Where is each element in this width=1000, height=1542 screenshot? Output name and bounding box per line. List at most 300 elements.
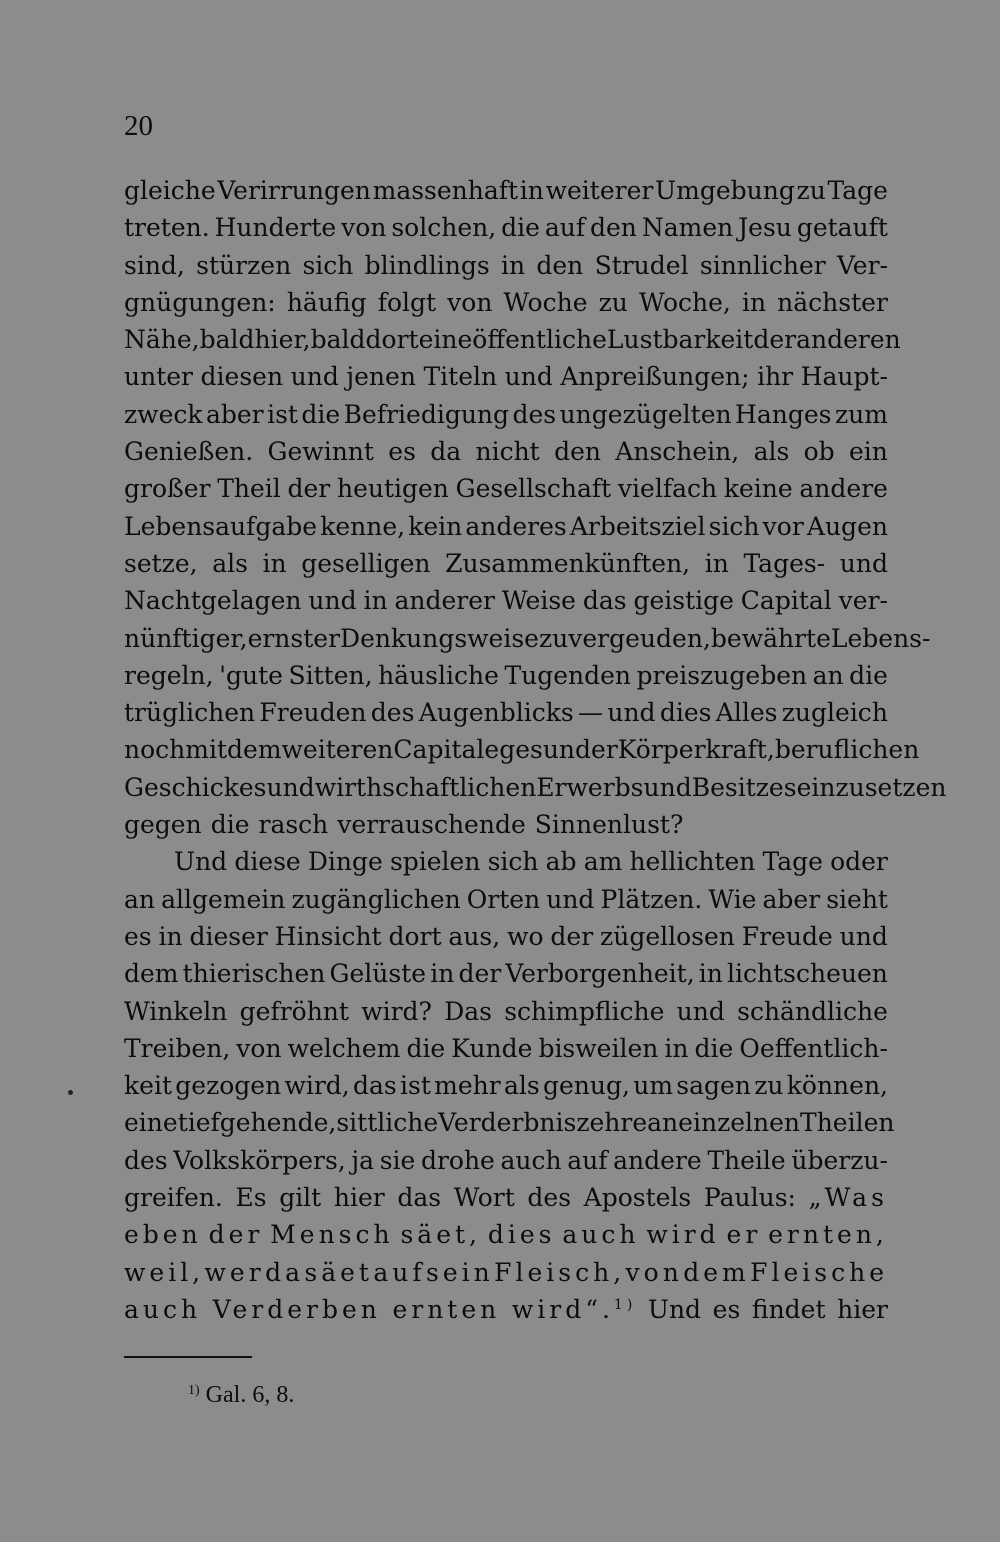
text-line [124, 1216, 888, 1253]
word: Wort [453, 1183, 515, 1213]
word: wird [646, 1220, 720, 1250]
word: auf [544, 213, 586, 243]
word: gesunder [499, 735, 618, 765]
word: „Was [808, 1183, 888, 1213]
text-line [124, 396, 888, 433]
word: 'gute [219, 660, 283, 690]
word: ob [803, 437, 835, 467]
text-line [124, 1067, 888, 1104]
word: bisweilen [538, 1033, 659, 1063]
word: in [363, 586, 388, 616]
word: verrauschende [337, 810, 526, 840]
word: den [536, 250, 584, 280]
word: genug, [543, 1071, 630, 1101]
word: Befriedigung [343, 399, 510, 429]
word: Mensch [270, 1220, 394, 1250]
word: sein [426, 1257, 494, 1287]
word: bald [310, 325, 366, 355]
word: Und [174, 847, 228, 877]
word: weiterer [545, 176, 654, 205]
word: Orten [466, 884, 541, 914]
body-text [124, 172, 947, 1328]
word: nicht [475, 437, 540, 467]
word: treten. [124, 213, 210, 243]
word: zu [796, 176, 826, 205]
word: Verderbnis [438, 1108, 577, 1138]
text-line [124, 470, 888, 507]
word: Tages- [743, 548, 826, 578]
word: gnügungen: [124, 287, 276, 317]
text-line [124, 1254, 888, 1291]
word: mehr [434, 1071, 501, 1101]
word: Strudel [594, 250, 689, 280]
text-line [124, 209, 888, 246]
word: findet [751, 1294, 826, 1324]
word: folgt [377, 287, 437, 317]
text-line [124, 620, 931, 657]
word: Verirrungen [217, 176, 371, 205]
word: in [500, 250, 526, 280]
word: Hunderte [214, 213, 337, 243]
word: ernten, [768, 1220, 888, 1250]
text-line [124, 321, 901, 358]
word: in [262, 548, 287, 578]
footnote-reference: 1) [613, 1296, 637, 1313]
word: Lustbarkeit [606, 325, 754, 355]
word: anderer [394, 586, 495, 616]
word: Tage [762, 847, 823, 877]
word: häusliche [378, 660, 499, 690]
word: wird, [284, 1071, 350, 1101]
word: Hanges [735, 399, 832, 429]
word: nünftiger, [124, 623, 248, 653]
word: Plätzen. [600, 884, 703, 914]
word: hellichten [629, 847, 756, 877]
word: zügellosen [600, 921, 735, 951]
word: kein [408, 511, 463, 541]
word: thierischen [182, 959, 326, 989]
word: Augenblicks [418, 698, 574, 728]
word: geselligen [301, 548, 431, 578]
word: wirthschaftlichen [314, 772, 537, 802]
word: ungezügelten [559, 399, 732, 429]
word: bewährte [710, 623, 831, 653]
word: können, [786, 1071, 888, 1101]
word: bald [199, 325, 255, 355]
word: von [625, 1257, 683, 1287]
word: Lebensaufgabe [124, 511, 318, 541]
word: in [698, 959, 723, 989]
word: und [308, 586, 357, 616]
word: die [301, 399, 341, 429]
word: öffentliche [472, 325, 607, 355]
word: Das [444, 996, 492, 1026]
word: Woche, [638, 287, 731, 317]
word: und [607, 698, 656, 728]
word: Denkungsweise [340, 623, 539, 653]
word: er [726, 1220, 762, 1250]
text-line [124, 955, 888, 992]
word: und [266, 772, 315, 802]
word: ist [400, 1071, 431, 1101]
word: eine [124, 1108, 178, 1138]
word: ihr [757, 362, 794, 392]
word: hier, [254, 325, 311, 355]
word: Nachtgelagen [124, 586, 302, 616]
word: gefröhnt [239, 996, 349, 1026]
word: Oeffentlich- [739, 1033, 888, 1063]
word: dies [659, 698, 712, 728]
word: und [839, 921, 888, 951]
word: trüglichen [124, 698, 256, 728]
word: in [664, 1033, 689, 1063]
word: Wie [708, 884, 757, 914]
word: auch [124, 1294, 202, 1324]
word: eine [418, 325, 473, 355]
word: des [370, 698, 415, 728]
word: Woche [503, 287, 588, 317]
text-line [124, 358, 888, 395]
word: Namen [641, 213, 734, 243]
word: Volkskörpers, [173, 1145, 346, 1175]
word: andere [613, 1145, 702, 1175]
word: hier [837, 1294, 888, 1324]
word: schimpfliche [504, 996, 665, 1026]
word: zu [538, 623, 569, 653]
text-line [124, 993, 888, 1030]
text-line [124, 582, 888, 619]
word: von [341, 213, 387, 243]
word: sinnlicher [699, 250, 826, 280]
word: und [643, 772, 692, 802]
word: Gelüste [329, 959, 427, 989]
word: es [388, 437, 416, 467]
footnote-marker: 1) [188, 1383, 200, 1398]
word: sich [708, 511, 760, 541]
word: der [287, 474, 331, 504]
word: Weise [501, 586, 576, 616]
word: Erwerbs [536, 772, 644, 802]
word: am [583, 847, 623, 877]
word: die [501, 213, 540, 243]
word: in [741, 287, 767, 317]
word: nächster [777, 287, 888, 317]
word: zu [754, 1071, 784, 1101]
word: als [504, 1071, 540, 1101]
word: Tage [827, 176, 888, 205]
word: dem [227, 735, 282, 765]
word: Genießen. [124, 437, 254, 467]
word: aber [205, 399, 264, 429]
word: des [512, 399, 557, 429]
word: Gesellschaft [455, 474, 612, 504]
word: drohe [420, 1145, 495, 1175]
word: zu [598, 287, 628, 317]
word: lichtscheuen [727, 959, 888, 989]
word: Jesu [738, 213, 792, 243]
word: Capitale [393, 735, 500, 765]
word: sich [487, 847, 539, 877]
word: an [812, 660, 844, 690]
word: in [158, 921, 183, 951]
text-line [124, 731, 920, 768]
word: schändliche [737, 996, 888, 1026]
text-line [124, 843, 888, 880]
word: Geschickes [124, 772, 267, 802]
word: zum [834, 399, 888, 429]
word: auch [562, 1220, 640, 1250]
word: keine [723, 474, 793, 504]
word: in [704, 548, 729, 578]
word: Lebens- [830, 623, 931, 653]
text-line [124, 769, 947, 806]
word: als [212, 548, 248, 578]
word: Arbeitsziel [569, 511, 706, 541]
word: Titeln [423, 362, 498, 392]
word: gegen [124, 810, 202, 840]
word: anderen [796, 325, 901, 355]
word: Sitten, [288, 660, 373, 690]
word: säet [304, 1257, 373, 1287]
word: ernster [247, 623, 341, 653]
word: einzusetzen [796, 772, 947, 802]
word: sich [302, 250, 354, 280]
word: dort [365, 325, 419, 355]
word: preiszugeben [636, 660, 808, 690]
word: überzu- [791, 1145, 888, 1175]
word: massenhaft [372, 176, 519, 205]
word: um [633, 1071, 674, 1101]
word: der [753, 325, 797, 355]
word: auf [567, 1145, 608, 1175]
word: Winkeln [124, 996, 228, 1026]
word: der [458, 959, 502, 989]
word: heutigen [336, 474, 449, 504]
word: Anpreißungen; [560, 362, 750, 392]
word: greifen. [124, 1183, 223, 1213]
word: wird“.$^{1)}$ [511, 1294, 637, 1324]
text-line [124, 918, 888, 955]
word: häufig [286, 287, 367, 317]
word: Freude [741, 921, 833, 951]
word: oder [830, 847, 888, 877]
word: ab [545, 847, 577, 877]
word: andere [799, 474, 888, 504]
word: einzelnen [678, 1108, 801, 1138]
word: die [210, 810, 250, 840]
word: diese [234, 847, 301, 877]
word: des [124, 1145, 168, 1175]
word: die [694, 1033, 734, 1063]
word: hier [333, 1183, 385, 1213]
word: kenne, [320, 511, 406, 541]
text-line [124, 657, 888, 694]
text-line [124, 881, 888, 918]
word: Alles [715, 698, 778, 728]
word: und [676, 996, 725, 1026]
word: geistige [633, 586, 734, 616]
text-line [124, 172, 888, 209]
word: Freuden [259, 698, 367, 728]
word: wer [204, 1257, 265, 1287]
word: großer [124, 474, 211, 504]
word: Umgebung [655, 176, 795, 205]
word: der [550, 921, 594, 951]
word: das [353, 1071, 397, 1101]
word: dem [124, 959, 179, 989]
word: dies [487, 1220, 556, 1250]
word: Theile [707, 1145, 786, 1175]
text-line [124, 433, 888, 470]
word: Dinge [307, 847, 383, 877]
word: stürzen [196, 250, 292, 280]
word: sie [379, 1145, 416, 1175]
word: weil, [124, 1257, 205, 1287]
footnote-text: Gal. 6, 8. [205, 1382, 295, 1408]
word: Treiben, [124, 1033, 231, 1063]
text-line [124, 1142, 888, 1179]
word: zugänglichen [291, 884, 461, 914]
word: rasch [258, 810, 329, 840]
word: Theil [217, 474, 281, 504]
word: ein [849, 437, 888, 467]
footnote [188, 1378, 294, 1412]
word: Es [235, 1183, 267, 1213]
text-line [124, 284, 888, 321]
word: beruflichen [774, 735, 920, 765]
word: ja [351, 1145, 375, 1175]
word: ver- [838, 586, 888, 616]
text-line [124, 247, 888, 284]
word: Zusammenkünften, [445, 548, 691, 578]
word: Verderben [212, 1294, 381, 1324]
word: gilt [279, 1183, 322, 1213]
word: eben [124, 1220, 202, 1250]
word: getauft [796, 213, 888, 243]
word: mit [185, 735, 228, 765]
word: und [504, 362, 553, 392]
word: dem [683, 1257, 750, 1287]
word: die [849, 660, 888, 690]
word: Hinsicht [274, 921, 382, 951]
word: welchem [287, 1033, 401, 1063]
word: Augen [806, 511, 888, 541]
text-line [124, 1030, 888, 1067]
word: wird? [361, 996, 432, 1026]
word: da [265, 1257, 304, 1287]
word: und [839, 548, 888, 578]
word: es [124, 921, 152, 951]
word: in [430, 959, 455, 989]
word: sind, [124, 250, 185, 280]
word: ernten [392, 1294, 501, 1324]
word: wo [507, 921, 544, 951]
word: gezogen [175, 1071, 282, 1101]
word: allgemein [161, 884, 286, 914]
word: Körperkraft, [617, 735, 775, 765]
word: Fleische [750, 1257, 888, 1287]
word: blindlings [364, 250, 490, 280]
text-line [124, 1179, 888, 1216]
text-line [124, 694, 888, 731]
word: an [124, 884, 156, 914]
word: spielen [389, 847, 481, 877]
word: den [554, 437, 601, 467]
word: vielfach [617, 474, 718, 504]
margin-speck [68, 1090, 73, 1095]
word: und [546, 884, 595, 914]
word: Verborgenheit, [505, 959, 695, 989]
word: ist [267, 399, 298, 429]
word: das [397, 1183, 442, 1213]
word: Apostels [583, 1183, 692, 1213]
word: zehre [576, 1108, 648, 1138]
word: das [582, 586, 627, 616]
word: tiefgehende, [177, 1108, 337, 1138]
word: sittliche [336, 1108, 439, 1138]
word: Besitzes [691, 772, 797, 802]
text-line [124, 545, 888, 582]
word: weiteren [281, 735, 394, 765]
word: in [519, 176, 544, 205]
word: Capital [740, 586, 832, 616]
word: Fleisch, [494, 1257, 626, 1287]
word: Ver- [837, 250, 888, 280]
word: keit [124, 1071, 172, 1101]
word: als [753, 437, 790, 467]
word: Sinnenlust? [534, 810, 684, 840]
page-number: 20 [124, 110, 153, 142]
word: Paulus: [703, 1183, 796, 1213]
word: setze, [124, 548, 198, 578]
word: dieser [189, 921, 268, 951]
word: Nähe, [124, 325, 200, 355]
text-line [124, 1104, 895, 1141]
word: von [447, 287, 493, 317]
word: der [208, 1220, 264, 1250]
word: dort [388, 921, 442, 951]
word: vergeuden, [568, 623, 711, 653]
text-line [124, 1291, 888, 1328]
word: von [236, 1033, 282, 1063]
word: Tugenden [504, 660, 632, 690]
word: den [590, 213, 637, 243]
word: jenen [346, 362, 416, 392]
word: sagen [676, 1071, 751, 1101]
word: diesen [200, 362, 284, 392]
word: Und [647, 1294, 702, 1324]
word: Anschein, [615, 437, 740, 467]
text-line [124, 806, 888, 843]
text-line [124, 508, 888, 545]
word: aus, [448, 921, 501, 951]
word: noch [124, 735, 186, 765]
word: des [527, 1183, 572, 1213]
word: zweck [124, 399, 203, 429]
word: zugleich [781, 698, 888, 728]
word: an [647, 1108, 679, 1138]
word: auch [500, 1145, 562, 1175]
word: gleiche [124, 176, 216, 205]
word: sieht [826, 884, 888, 914]
word: — [578, 698, 604, 728]
word: auf [373, 1257, 426, 1287]
word: da [430, 437, 462, 467]
word: Theilen [800, 1108, 895, 1138]
word: Gewinnt [267, 437, 374, 467]
word: anderes [465, 511, 567, 541]
word: regeln, [124, 660, 214, 690]
